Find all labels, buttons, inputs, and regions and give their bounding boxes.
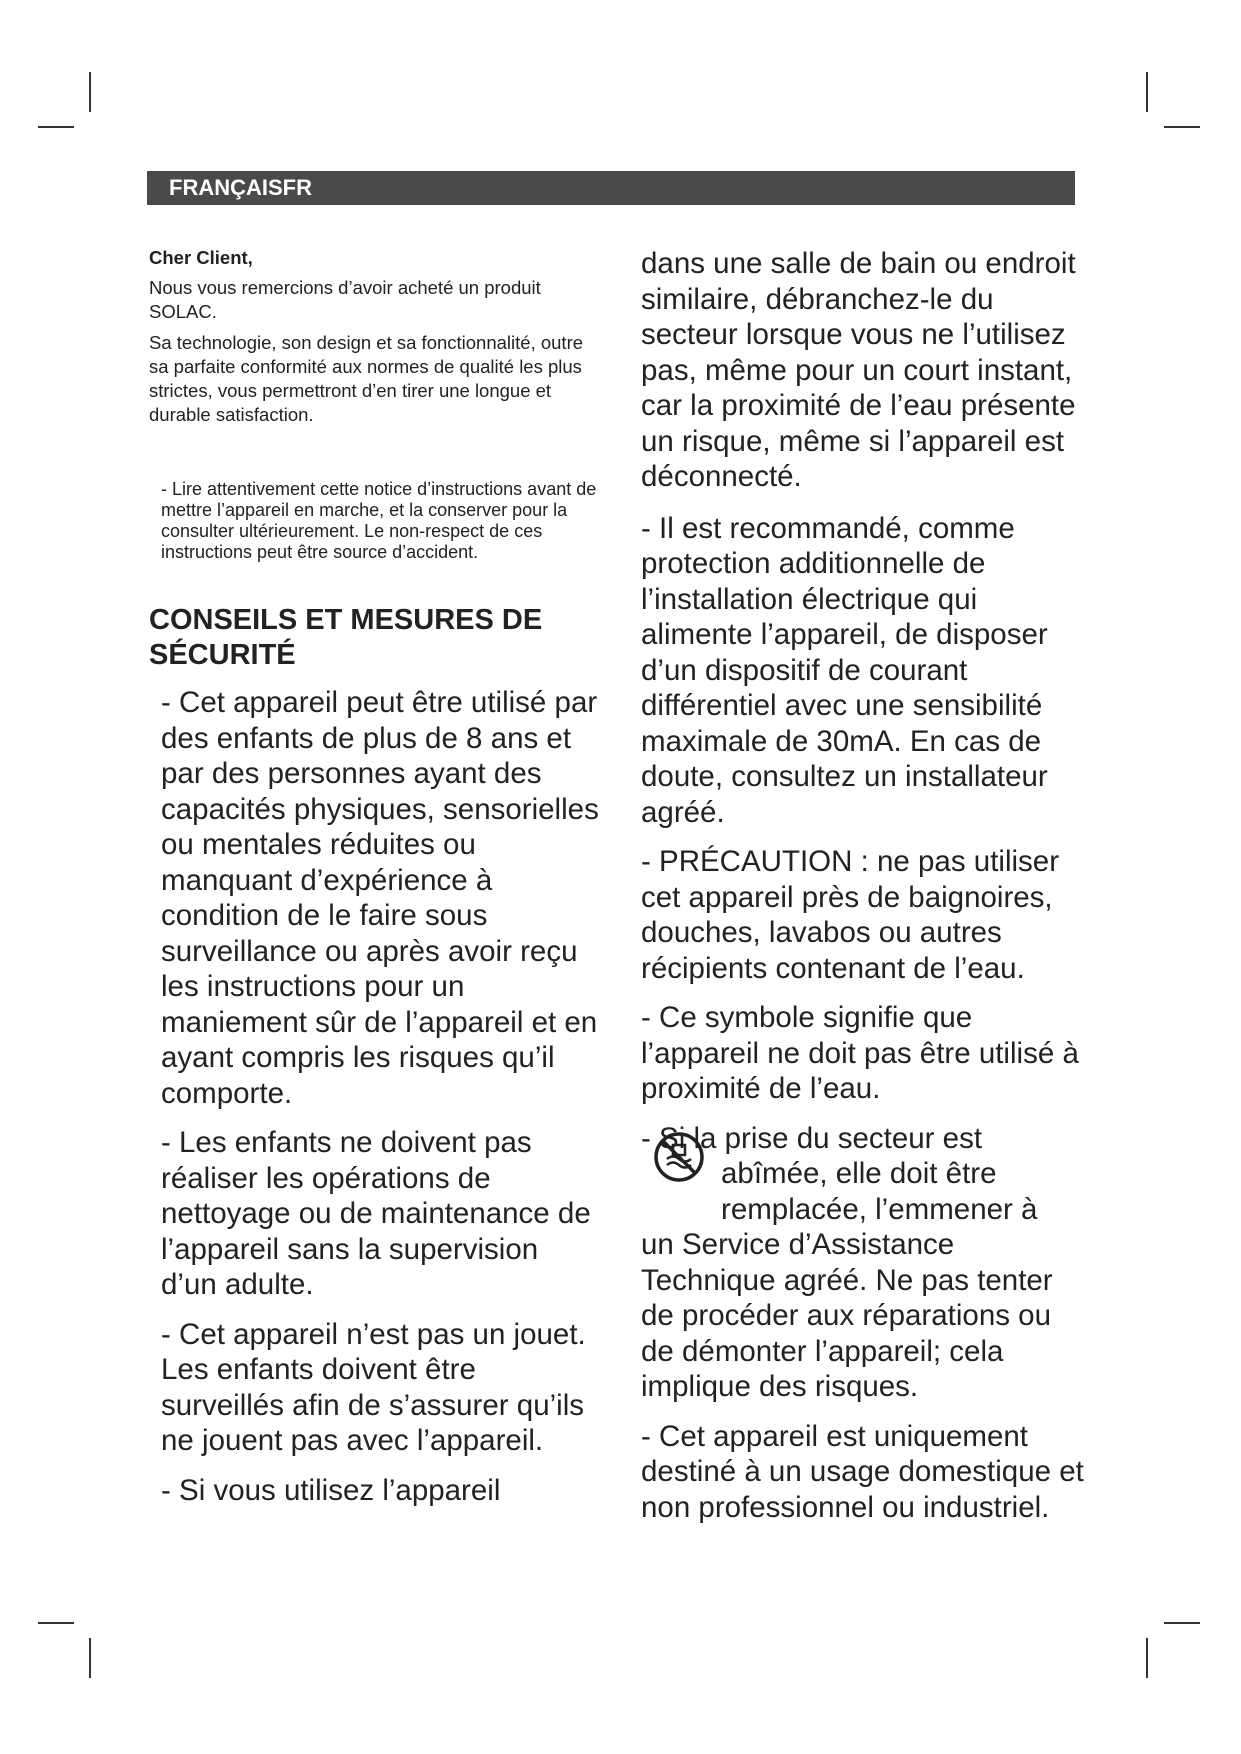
crop-mark-top-left-h xyxy=(38,126,74,128)
crop-mark-bottom-right-v xyxy=(1146,1638,1148,1678)
plug-damage-rest: un Service d’Assistance Technique agréé. Ne pas tenter de procéder aux réparations ou de démonter l’appareil; cela implique des risques. xyxy=(641,1228,1053,1403)
notice-paragraph: - Lire attentivement cette notice d’instructions avant de mettre l’appareil en marche, et la conserver pour la consulter ultérieurement. Le non-respect de ces instructions peut être source d’accident. xyxy=(161,479,597,562)
safety-paragraph-children-use: - Cet appareil peut être utilisé par des enfants de plus de 8 ans et par des personnes ayant des capacités physiques, sensorielles ou mentales réduites ou manquant d’expérience à condition de le faire sous surveillance ou après avoir reçu les instructions pour un maniement sûr de l’appareil et en ayant compris les risques qu’il comporte. xyxy=(161,686,599,1110)
crop-mark-top-right-h xyxy=(1164,126,1200,128)
crop-mark-top-right-v xyxy=(1146,72,1148,112)
left-column xyxy=(149,246,599,1522)
intro-paragraph-2: Sa technologie, son design et sa fonctionnalité, outre sa parfaite conformité aux normes de qualité les plus strictes, vous permettront d’en tirer une longue et durable satisfaction. xyxy=(149,332,584,425)
safety-paragraph-rcd: - Il est recommandé, comme protection additionnelle de l’installation électrique qui alimente l’appareil, de disposer d’un dispositif de courant différentiel avec une sensibilité maximale de 30mA. En cas de doute, consultez un installateur agréé. xyxy=(641,511,1048,829)
safety-paragraph-toy: - Cet appareil n’est pas un jouet. Les enfants doivent être surveillés afin de s’assurer qu’ils ne jouent pas avec l’appareil. xyxy=(161,1317,586,1457)
intro-paragraph-1: Nous vous remercions d’avoir acheté un produit SOLAC. xyxy=(149,277,541,322)
plug-damage-line-3: remplacée, l’emmener à xyxy=(721,1192,1038,1226)
language-header: FRANÇAISFR xyxy=(147,171,1075,205)
crop-mark-bottom-left-v xyxy=(89,1638,91,1678)
crop-mark-bottom-right-h xyxy=(1164,1622,1200,1624)
plug-damage-block xyxy=(641,1121,1091,1405)
crop-mark-top-left-v xyxy=(89,72,91,112)
greeting: Cher Client, xyxy=(149,247,253,268)
safety-paragraph-cleaning: - Les enfants ne doivent pas réaliser les opérations de nettoyage ou de maintenance de l’appareil sans la supervision d’un adulte. xyxy=(161,1126,591,1301)
safety-paragraph-bathroom-cont: dans une salle de bain ou endroit similaire, débranchez-le du secteur lorsque vous ne l’utilisez pas, même pour un court instant, car la proximité de l’eau présente un risque, même si l’appareil est déconnecté. xyxy=(641,247,1076,493)
safety-paragraph-precaution: - PRÉCAUTION : ne pas utiliser cet appareil près de baignoires, douches, lavabos ou autres récipients contenant de l’eau. xyxy=(641,845,1060,985)
safety-paragraph-symbol: - Ce symbole signifie que l’appareil ne doit pas être utilisé à proximité de l’eau. xyxy=(641,1001,1079,1105)
right-column xyxy=(641,246,1091,1539)
crop-mark-bottom-left-h xyxy=(38,1622,74,1624)
section-heading: CONSEILS ET MESURES DE SÉCURITÉ xyxy=(149,604,543,671)
safety-paragraph-domestic-use: - Cet appareil est uniquement destiné à un usage domestique et non professionnel ou industriel. xyxy=(641,1419,1084,1524)
safety-paragraph-bathroom-start: - Si vous utilisez l’appareil xyxy=(161,1473,501,1507)
no-water-symbol-icon xyxy=(653,1131,705,1183)
plug-damage-line-1: - Si la prise du secteur est xyxy=(641,1121,983,1155)
plug-damage-line-2: abîmée, elle doit être xyxy=(721,1157,997,1190)
